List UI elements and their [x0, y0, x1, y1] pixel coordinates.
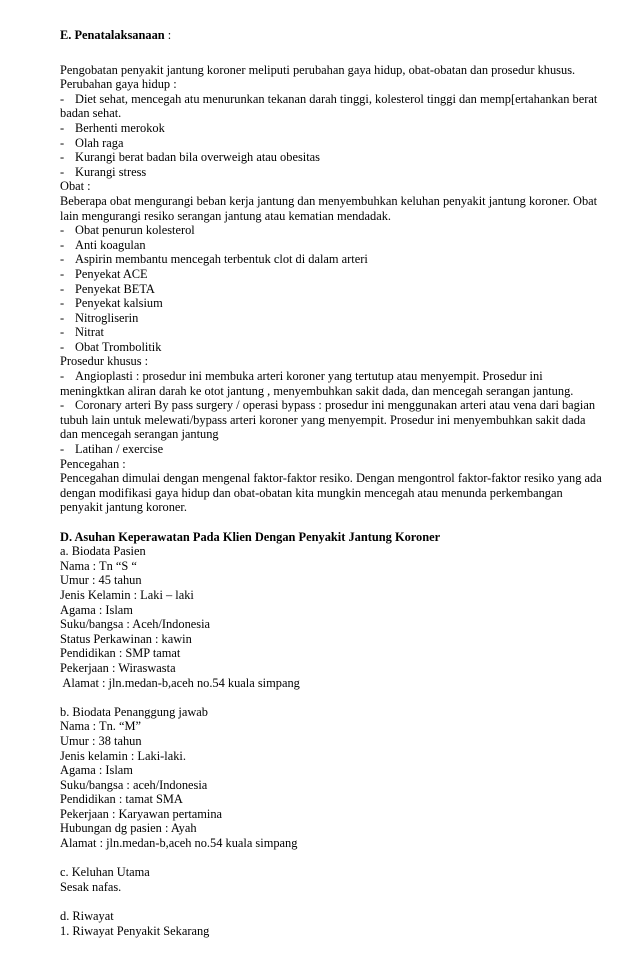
bullet-text: Obat Trombolitik [75, 339, 162, 354]
keluhan-utama-text: Sesak nafas. [60, 879, 122, 894]
riwayat-title: d. Riwayat [60, 909, 114, 924]
bullet-dash: - [60, 135, 65, 150]
bullet-text: Nitrogliserin [75, 310, 139, 325]
section-e-heading-suffix: : [164, 28, 172, 42]
bullet-dash: - [60, 398, 65, 413]
pasien-pendidikan: Pendidikan : SMP tamat [60, 646, 181, 661]
pasien-umur: Umur : 45 tahun [60, 573, 142, 588]
paragraph-line: penyakit jantung koroner. [60, 500, 187, 515]
biodata-penanggung-title: b. Biodata Penanggung jawab [60, 704, 208, 719]
pasien-alamat: Alamat : jln.medan-b,aceh no.54 kuala simpang [60, 675, 300, 690]
bullet-text: Angioplasti : prosedur ini membuka arteri koroner yang tertutup atau menyempit. Prosedur ini [75, 369, 543, 384]
section-e-heading-line [60, 28, 612, 43]
paragraph-line: meningktkan aliran darah ke otot jantung , menyembuhkan sakit dada, dan mencegah serangan jantung. [60, 383, 574, 398]
bullet-text: Kurangi berat badan bila overweigh atau obesitas [75, 150, 320, 165]
bullet-item [60, 238, 612, 253]
bullet-dash: - [60, 237, 65, 252]
bullet-item [60, 442, 612, 457]
bullet-dash: - [60, 266, 65, 281]
bullet-item [60, 165, 612, 180]
bullet-item [60, 325, 612, 340]
subheading: Perubahan gaya hidup : [60, 77, 177, 92]
bullet-item [60, 136, 612, 151]
penanggung-jenis-kelamin: Jenis kelamin : Laki-laki. [60, 748, 186, 763]
bullet-item [60, 92, 612, 107]
bullet-dash: - [60, 296, 65, 311]
pasien-jenis-kelamin: Jenis Kelamin : Laki – laki [60, 587, 194, 602]
riwayat-penyakit-sekarang: 1. Riwayat Penyakit Sekarang [60, 923, 210, 938]
bullet-text: Obat penurun kolesterol [75, 223, 195, 238]
bullet-text: Latihan / exercise [75, 442, 164, 457]
paragraph-line: Beberapa obat mengurangi beban kerja jantung dan menyembuhkan keluhan penyakit jantung koroner. Obat [60, 193, 598, 208]
bullet-text: Olah raga [75, 135, 124, 150]
subheading: Obat : [60, 179, 91, 194]
bullet-dash: - [60, 310, 65, 325]
pasien-agama: Agama : Islam [60, 602, 133, 617]
bullet-text: Penyekat kalsium [75, 296, 163, 311]
bullet-item [60, 296, 612, 311]
penanggung-hubungan: Hubungan dg pasien : Ayah [60, 821, 197, 836]
pasien-nama: Nama : Tn “S “ [60, 558, 137, 573]
paragraph-line: Pengobatan penyakit jantung koroner meliputi perubahan gaya hidup, obat-obatan dan prosedur khusus. [60, 62, 576, 77]
bullet-item [60, 150, 612, 165]
bullet-dash: - [60, 150, 65, 165]
penanggung-suku-bangsa: Suku/bangsa : aceh/Indonesia [60, 777, 208, 792]
section-d-heading: D. Asuhan Keperawatan Pada Klien Dengan Penyakit Jantung Koroner [60, 529, 441, 544]
bullet-text: Berhenti merokok [75, 120, 165, 135]
bullet-item [60, 121, 612, 136]
penanggung-nama: Nama : Tn. “M” [60, 719, 141, 734]
bullet-text: Anti koagulan [75, 237, 146, 252]
section-e-heading: E. Penatalaksanaan [60, 28, 165, 42]
paragraph-line: tubuh lain untuk melewati/bypass arteri koroner yang menyempit. Prosedur ini menyembuhkan sakit dada [60, 412, 586, 427]
spacer [60, 851, 612, 866]
bullet-item [60, 340, 612, 355]
bullet-item [60, 282, 612, 297]
spacer [60, 690, 612, 705]
paragraph-line: dan mencegah serangan jantung [60, 427, 219, 442]
bullet-text: Aspirin membantu mencegah terbentuk clot di dalam arteri [75, 252, 368, 267]
bullet-item [60, 223, 612, 238]
bullet-text: Penyekat BETA [75, 281, 155, 296]
bullet-dash: - [60, 442, 65, 457]
spacer [60, 43, 612, 63]
bullet-item [60, 311, 612, 326]
bullet-text: Penyekat ACE [75, 266, 148, 281]
bullet-dash: - [60, 223, 65, 238]
bullet-dash: - [60, 164, 65, 179]
bullet-dash: - [60, 252, 65, 267]
bullet-text: Kurangi stress [75, 164, 147, 179]
bullet-item [60, 398, 612, 413]
bullet-dash: - [60, 91, 65, 106]
pasien-status-perkawinan: Status Perkawinan : kawin [60, 631, 192, 646]
bullet-text: Nitrat [75, 325, 104, 340]
pasien-pekerjaan: Pekerjaan : Wiraswasta [60, 660, 176, 675]
document-page [60, 28, 612, 938]
keluhan-utama-title: c. Keluhan Utama [60, 865, 150, 880]
bullet-dash: - [60, 120, 65, 135]
subheading: Pencegahan : [60, 456, 126, 471]
subheading: Prosedur khusus : [60, 354, 149, 369]
bullet-text: Coronary arteri By pass surgery / operasi bypass : prosedur ini menggunakan arteri atau vena dari bagian [75, 398, 596, 413]
penanggung-pekerjaan: Pekerjaan : Karyawan pertamina [60, 806, 223, 821]
penanggung-alamat: Alamat : jln.medan-b,aceh no.54 kuala simpang [60, 836, 298, 851]
penanggung-pendidikan: Pendidikan : tamat SMA [60, 792, 183, 807]
bullet-dash: - [60, 339, 65, 354]
bullet-dash: - [60, 281, 65, 296]
paragraph-line: badan sehat. [60, 106, 122, 121]
penanggung-umur: Umur : 38 tahun [60, 733, 142, 748]
bullet-dash: - [60, 325, 65, 340]
spacer [60, 894, 612, 909]
bullet-item [60, 267, 612, 282]
bullet-item [60, 252, 612, 267]
bullet-text: Diet sehat, mencegah atu menurunkan tekanan darah tinggi, kolesterol tinggi dan memp[ertahankan berat [75, 91, 598, 106]
paragraph-line: Pencegahan dimulai dengan mengenal faktor-faktor resiko. Dengan mengontrol faktor-faktor resiko yang ada [60, 471, 602, 486]
penanggung-agama: Agama : Islam [60, 763, 133, 778]
bullet-dash: - [60, 369, 65, 384]
bullet-item [60, 369, 612, 384]
spacer [60, 515, 612, 530]
pasien-suku-bangsa: Suku/bangsa : Aceh/Indonesia [60, 617, 211, 632]
paragraph-line: dengan modifikasi gaya hidup dan obat-obatan kita mungkin mencegah atau menunda perkembangan [60, 485, 563, 500]
paragraph-line: lain mengurangi resiko serangan jantung atau kematian mendadak. [60, 208, 391, 223]
biodata-pasien-title: a. Biodata Pasien [60, 544, 146, 559]
